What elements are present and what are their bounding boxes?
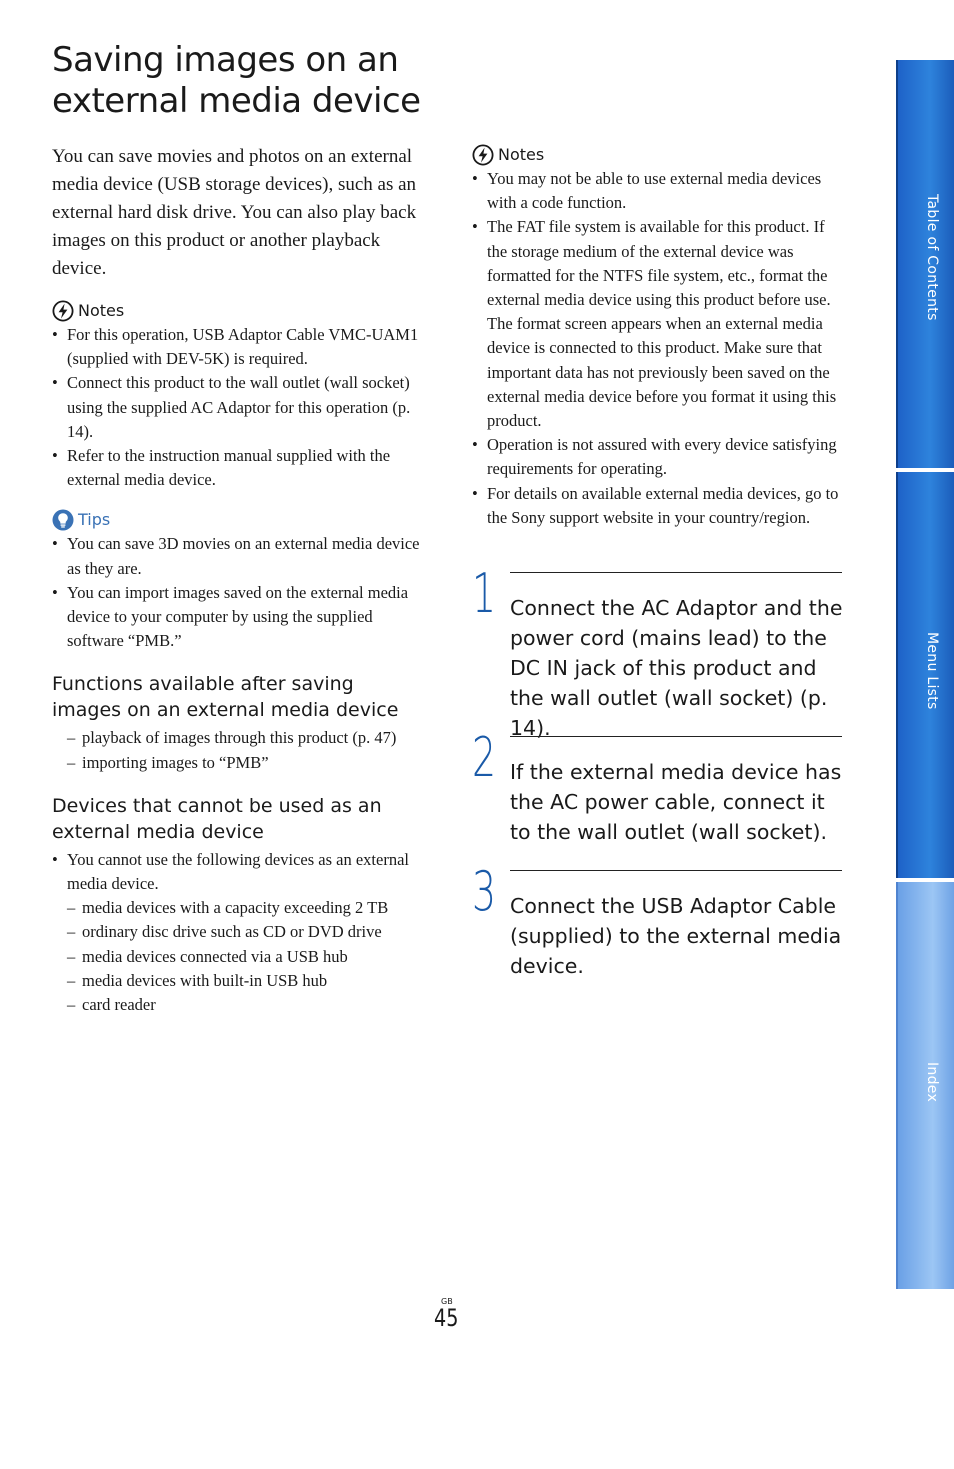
tab-label: Menu Lists [924,632,940,710]
step-text: If the external media device has the AC power cable, connect it to the wall outlet (wall socket). [510,760,842,844]
tips-heading [52,508,424,532]
list-item: • You can save 3D movies on an external media device as they are. [52,532,424,580]
notes-heading-text: Notes [498,145,545,164]
list-item: – card reader [52,993,424,1017]
tab-label: Index [924,1062,940,1103]
devices-section [52,793,424,1017]
notes-lightning-icon [52,300,74,322]
functions-heading: Functions available after saving images on an external media device [52,673,399,722]
tab-label: Table of Contents [924,194,940,321]
step-number: 2 [472,726,497,789]
list-item: – importing images to “PMB” [52,751,424,775]
list-item: • Operation is not assured with every device satisfying requirements for operating. [472,433,844,481]
list-item: • You can import images saved on the external media device to your computer by using the supplied software “PMB.” [52,581,424,654]
tips-section [52,508,424,653]
notes-heading-text: Notes [78,301,125,320]
page-number: 45 [434,1304,459,1332]
devices-list [52,896,424,1017]
notes-heading [52,299,424,323]
notes-heading [472,143,844,167]
list-item: – media devices with built-in USB hub [52,969,424,993]
tips-list [52,532,424,653]
page-locale: GB [441,1297,453,1306]
devices-bullet-list [52,848,424,896]
notes-lightning-icon [472,144,494,166]
notes-section-2 [472,143,844,530]
left-column [52,143,424,1017]
list-item: • You may not be able to use external media devices with a code function. [472,167,844,215]
step-number: 1 [472,562,497,625]
list-item: • The FAT file system is available for this product. If the storage medium of the external device was formatted for the NTFS file system, etc., format the external media device using this product before use. The format screen appears when an external media device is connected to this product. Make sure that important data has not previously been saved on the external media device before you format it using this product. [472,215,844,433]
list-item: – playback of images through this product (p. 47) [52,726,424,750]
list-item: • Refer to the instruction manual supplied with the external media device. [52,444,424,492]
list-item: • You cannot use the following devices as an external media device. [52,848,424,896]
step-divider [510,870,842,871]
tab-index[interactable] [896,882,954,1289]
step-1 [472,562,844,740]
step-3 [472,860,844,990]
notes-list [52,323,424,492]
list-item: – media devices connected via a USB hub [52,945,424,969]
notes-section [52,299,424,492]
right-column [472,143,844,530]
list-item: – ordinary disc drive such as CD or DVD drive [52,920,424,944]
step-number: 3 [472,860,497,923]
functions-list [52,726,424,774]
tab-table-of-contents[interactable] [896,60,954,468]
list-item: – media devices with a capacity exceeding 2 TB [52,896,424,920]
page-title: Saving images on an external media device [52,40,421,121]
list-item: • Connect this product to the wall outlet (wall socket) using the supplied AC Adaptor for this operation (p. 14). [52,371,424,444]
notes-list [472,167,844,530]
step-text: Connect the USB Adaptor Cable (supplied) to the external media device. [510,894,842,978]
tips-heading-text: Tips [78,510,111,530]
tips-lightbulb-icon [52,509,74,531]
list-item: • For this operation, USB Adaptor Cable VMC-UAM1 (supplied with DEV-5K) is required. [52,323,424,371]
functions-section [52,671,424,774]
tab-menu-lists[interactable] [896,472,954,878]
step-2 [472,726,844,856]
step-divider [510,572,842,573]
list-item: • For details on available external media devices, go to the Sony support website in your country/region. [472,482,844,530]
step-divider [510,736,842,737]
step-text: Connect the AC Adaptor and the power cord (mains lead) to the DC IN jack of this product and the wall outlet (wall socket) (p. 14). [510,596,843,740]
devices-heading: Devices that cannot be used as an external media device [52,794,382,843]
intro-paragraph: You can save movies and photos on an external media device (USB storage devices), such as an external hard disk drive. You can also play back images on this product or another playback device. [52,146,417,279]
